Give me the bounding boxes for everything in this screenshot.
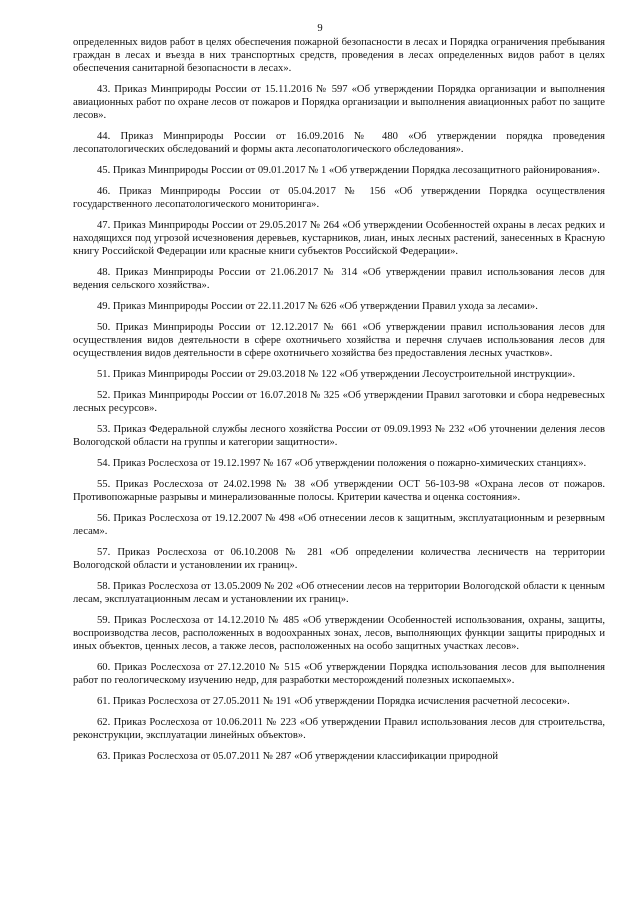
continuation-paragraph: определенных видов работ в целях обеспечения пожарной безопасности в лесах и Порядка ограничения пребывания граждан в лесах и въезда в них транспортных средств, проведения в лесах определенных видов работ в целях обеспечения санитарной безопасности в лесах».	[73, 37, 605, 74]
list-item: 58. Приказ Рослесхоза от 13.05.2009 № 202 «Об отнесении лесов на территории Вологодской области к ценным лесам, эксплуатационным лесам и установлении их границ».	[73, 581, 605, 605]
list-item: 49. Приказ Минприроды России от 22.11.2017 № 626 «Об утверждении Правил ухода за лесами».	[97, 301, 538, 312]
list-item: 55. Приказ Рослесхоза от 24.02.1998 № 38 «Об утверждении ОСТ 56-103-98 «Охрана лесов от пожаров. Противопожарные разрывы и минерализованные полосы. Критерии качества и оценка состояния».	[73, 479, 605, 503]
list-item: 63. Приказ Рослесхоза от 05.07.2011 № 287 «Об утверждении классификации природной	[97, 751, 499, 762]
list-item: 47. Приказ Минприроды России от 29.05.2017 № 264 «Об утверждении Особенностей охраны в лесах редких и находящихся под угрозой исчезновения деревьев, кустарников, лиан, иных лесных растений, занесенных в Красную книгу Российской Федерации или красные книги субъектов Российской Федерации».	[73, 220, 605, 257]
list-item: 43. Приказ Минприроды России от 15.11.2016 № 597 «Об утверждении Порядка организации и выполнения авиационных работ по охране лесов от пожаров и Порядка организации и выполнения авиационных работ по защите лесов».	[73, 84, 605, 121]
list-item: 52. Приказ Минприроды России от 16.07.2018 № 325 «Об утверждении Правил заготовки и сбора недревесных лесных ресурсов».	[73, 390, 605, 414]
document-body	[73, 36, 605, 771]
page-number: 9	[317, 23, 323, 34]
list-item: 53. Приказ Федеральной службы лесного хозяйства России от 09.09.1993 № 232 «Об уточнении деления лесов Вологодской области на группы и категории защитности».	[73, 424, 605, 448]
list-item: 45. Приказ Минприроды России от 09.01.2017 № 1 «Об утверждении Порядка лесозащитного районирования».	[97, 165, 600, 176]
list-item: 51. Приказ Минприроды России от 29.03.2018 № 122 «Об утверждении Лесоустроительной инструкции».	[97, 369, 576, 380]
list-item: 46. Приказ Минприроды России от 05.04.2017 № 156 «Об утверждении Порядка осуществления государственного лесопатологического мониторинга».	[73, 186, 605, 210]
list-item: 48. Приказ Минприроды России от 21.06.2017 № 314 «Об утверждении правил использования лесов для ведения сельского хозяйства».	[73, 267, 605, 291]
list-item: 54. Приказ Рослесхоза от 19.12.1997 № 167 «Об утверждении положения о пожарно-химических станциях».	[97, 458, 587, 469]
list-item: 57. Приказ Рослесхоза от 06.10.2008 № 281 «Об определении количества лесничеств на территории Вологодской области и установлении их границ».	[73, 547, 605, 571]
list-item: 62. Приказ Рослесхоза от 10.06.2011 № 223 «Об утверждении Правил использования лесов для строительства, реконструкции, эксплуатации линейных объектов».	[73, 717, 605, 741]
list-item: 56. Приказ Рослесхоза от 19.12.2007 № 498 «Об отнесении лесов к защитным, эксплуатационным и резервным лесам».	[73, 513, 605, 537]
list-item: 59. Приказ Рослесхоза от 14.12.2010 № 485 «Об утверждении Особенностей использования, охраны, защиты, воспроизводства лесов, расположенных в водоохранных зонах, лесов, выполняющих функции защиты природных и иных объектов, ценных лесов, а также лесов, расположенных на особо защитных участках лесов».	[73, 615, 605, 652]
list-item: 44. Приказ Минприроды России от 16.09.2016 № 480 «Об утверждении порядка проведения лесопатологических обследований и формы акта лесопатологического обследования».	[73, 131, 605, 155]
list-item: 61. Приказ Рослесхоза от 27.05.2011 № 191 «Об утверждении Порядка исчисления расчетной лесосеки».	[97, 696, 570, 707]
list-item: 50. Приказ Минприроды России от 12.12.2017 № 661 «Об утверждении правил использования лесов для осуществления видов деятельности в сфере охотничьего хозяйства и перечня случаев использования лесов для осуществления видов деятельности в сфере охотничьего хозяйства без предоставления лесных участков».	[73, 322, 605, 359]
list-item: 60. Приказ Рослесхоза от 27.12.2010 № 515 «Об утверждении Порядка использования лесов для выполнения работ по геологическому изучению недр, для разработки месторождений полезных ископаемых».	[73, 662, 605, 686]
